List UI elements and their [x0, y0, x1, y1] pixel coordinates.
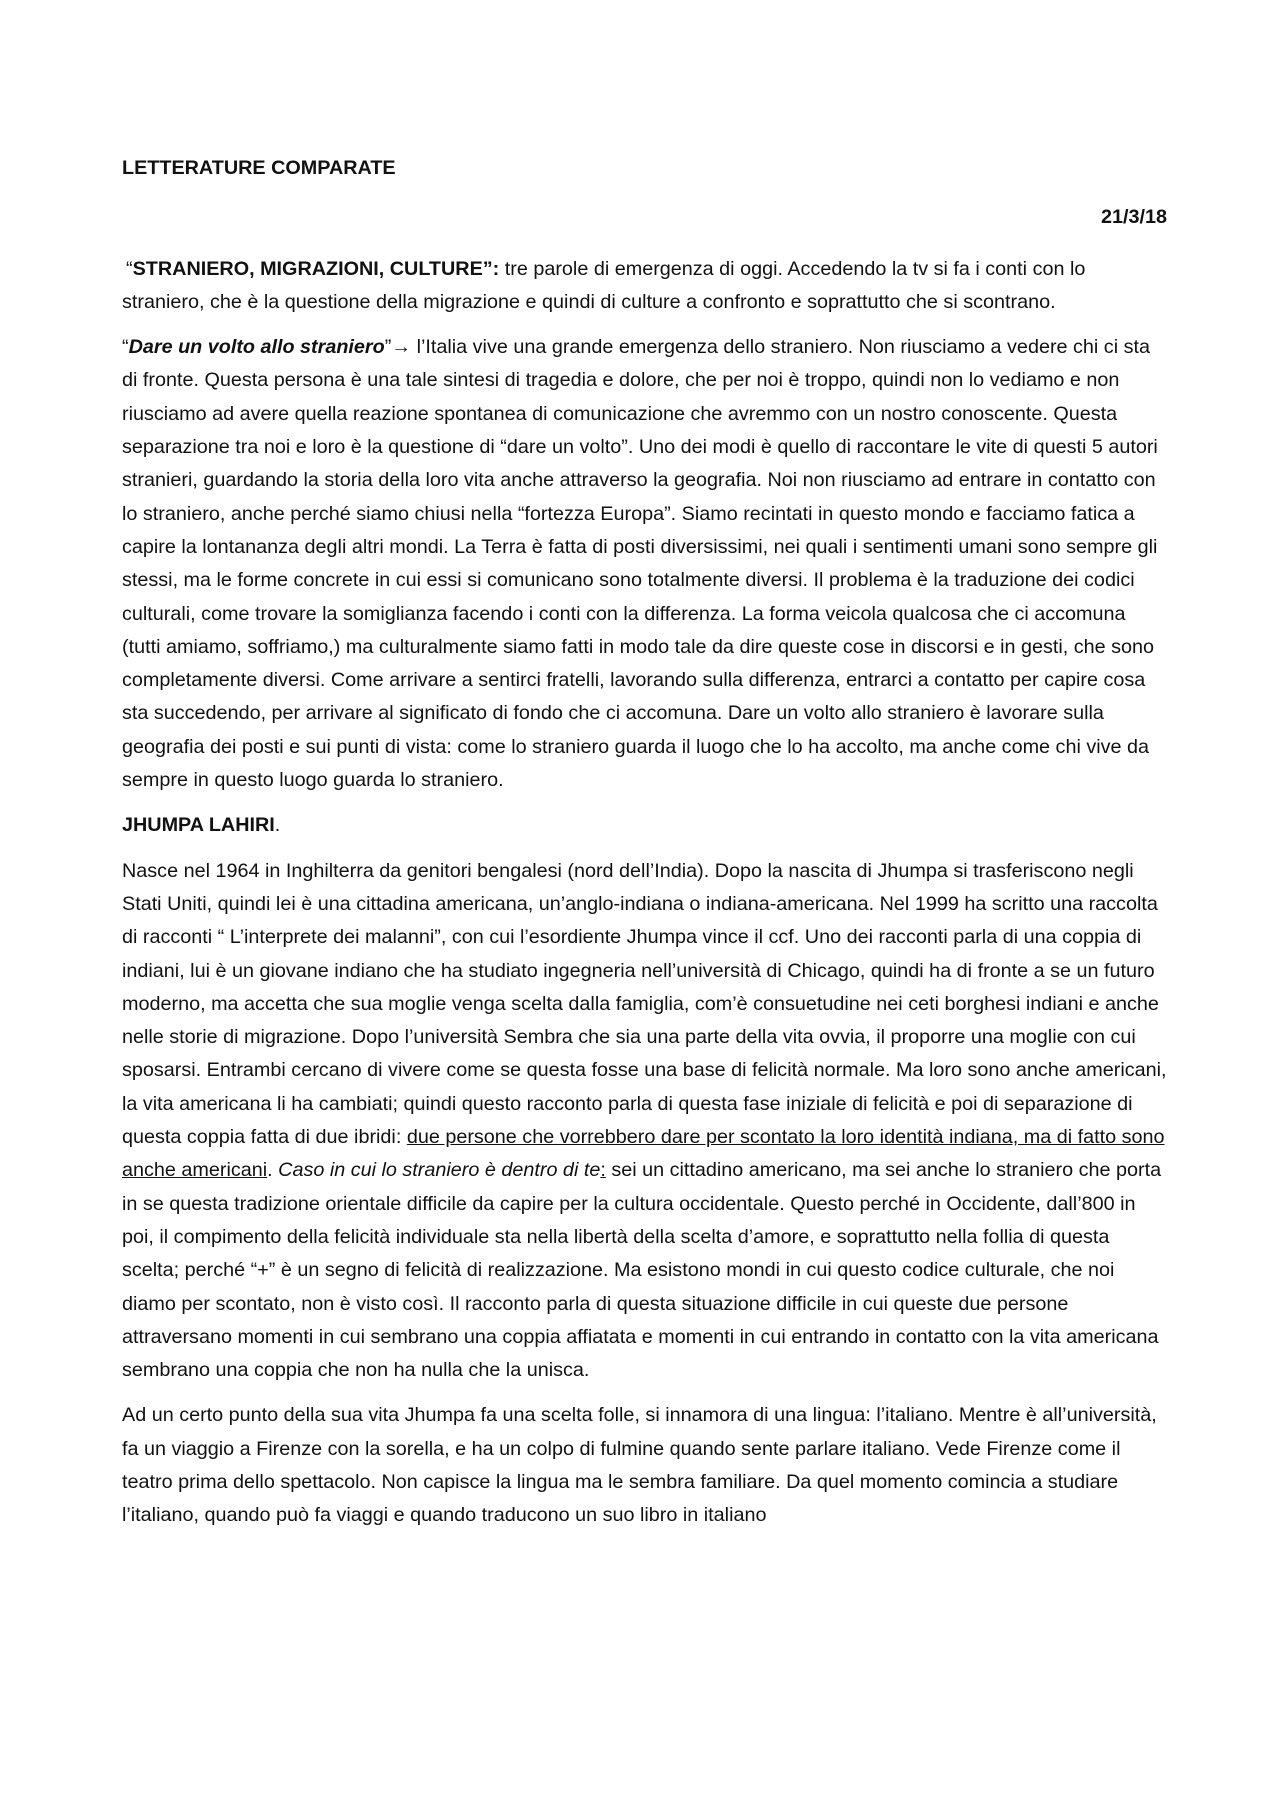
volto-paragraph [122, 331, 1167, 797]
lahiri-p1-text-b: . [267, 1159, 279, 1182]
lahiri-heading-text: JHUMPA LAHIRI [122, 814, 275, 837]
lahiri-paragraph-2: Ad un certo punto della sua vita Jhumpa fa una scelta folle, si innamora di una lingua: l’italiano. Mentre è all’università, fa un viaggio a Firenze con la sorella, e ha un colpo di fulmine quando sente parlare italiano. Vede Firenze come il teatro prima dello spettacolo. Non capisce la lingua ma le sembra familiare. Da quel momento comincia a studiare l’italiano, quando può fa viaggi e quando traducono un suo libro in italiano [122, 1404, 1157, 1527]
lahiri-paragraph-1 [122, 855, 1167, 1388]
lahiri-p1-text-c: sei un cittadino americano, ma sei anche lo straniero che porta in se questa tradizione orientale difficile da capire per la cultura occidentale. Questo perché in Occidente, dall’800 in poi, il compimento della felicità individuale sta nella libertà della scelta d’amore, e soprattutto nella follia di questa scelta; perché “+” è un segno di felicità di realizzazione. Ma esistono mondi in cui questo codice culturale, che noi diamo per scontato, non è visto così. Il racconto parla di questa situazione difficile in cui queste due persone attraversano momenti in cui sembrano una coppia affiatata e momenti in cui entrando in contatto con la vita americana sembrano una coppia che non ha nulla che la unisca. [122, 1159, 1162, 1382]
document-page [122, 152, 1167, 1545]
lahiri-heading-period: . [274, 814, 281, 837]
document-title: LETTERATURE COMPARATE [122, 157, 396, 179]
intro-text: tre parole di emergenza di oggi. Accedendo la tv si fa i conti con lo straniero, che è la questione della migrazione e quindi di culture a confronto e soprattutto che si scontrano. [122, 257, 1086, 313]
lahiri-p1-text-a: Nasce nel 1964 in Inghilterra da genitori bengalesi (nord dell’India). Dopo la nascita di Jhumpa si trasferiscono negli Stati Uniti, quindi lei è una cittadina americana, un’anglo-indiana o indiana-americana. Nel 1999 ha scritto una raccolta di racconti “ L’interprete dei malanni”, con cui l’esordiente Jhumpa vince il ccf. Uno dei racconti parla di una coppia di indiani, lui è un giovane indiano che ha studiato ingegneria nell’università di Chicago, quindi ha di fronte a se un futuro moderno, ma accetta che sua moglie venga scelta dalla famiglia, com’è consuetudine nei ceti borghesi indiani e anche nelle storie di migrazione. Dopo l’università Sembra che sia una parte della vita ovvia, il proporre una moglie con cui sposarsi. Entrambi cercano di vivere come se questa fosse una base di felicità normale. Ma loro sono anche americani, la vita americana li ha cambiati; quindi questo racconto parla di questa fase iniziale di felicità e poi di separazione di questa coppia fatta di due ibridi: [122, 859, 1167, 1149]
volto-lead-phrase: Dare un volto allo straniero [128, 336, 385, 359]
lahiri-p1-underlined: due persone che vorrebbero dare per scontato la loro identità indiana, ma di fatto sono anche americani [122, 1126, 1165, 1182]
volto-open-quote: “ [122, 336, 129, 359]
intro-open-quote: “ [126, 257, 133, 280]
intro-lead-keywords: STRANIERO, MIGRAZIONI, CULTURE”: [132, 257, 500, 280]
document-date: 21/3/18 [1101, 206, 1167, 229]
volto-text: l’Italia vive una grande emergenza dello straniero. Non riusciamo a vedere chi ci sta di fronte. Questa persona è una tale sintesi di tragedia e dolore, che per noi è troppo, quindi non lo vediamo e non riusciamo ad avere quella reazione spontanea di comunicazione che avremmo con un nostro conoscente. Questa separazione tra noi e loro è la questione di “dare un volto”. Uno dei modi è quello di raccontare le vite di questi 5 autori stranieri, guardando la storia della loro vita anche attraverso la geografia. Noi non riusciamo ad entrare in contatto con lo straniero, anche perché siamo chiusi nella “fortezza Europa”. Siamo recintati in questo mondo e facciamo fatica a capire la lontananza degli altri mondi. La Terra è fatta di posti diversissimi, nei quali i sentimenti umani sono sempre gli stessi, ma le forme concrete in cui essi si comunicano sono totalmente diversi. Il problema è la traduzione dei codici culturali, come trovare la somiglianza facendo i conti con la differenza. La forma veicola qualcosa che ci accomuna (tutti amiamo, soffriamo,) ma culturalmente siamo fatti in modo tale da dire queste cose in discorsi e in gesti, che sono completamente diversi. Come arrivare a sentirci fratelli, lavorando sulla differenza, entrarci a contatto per capire cosa sta succedendo, per arrivare al significato di fondo che ci accomuna. Dare un volto allo straniero è lavorare sulla geografia dei posti e sui punti di vista: come lo straniero guarda il luogo che lo ha accolto, ma anche come chi vive da sempre in questo luogo guarda lo straniero. [122, 336, 1158, 792]
lahiri-p1-colon: : [600, 1159, 606, 1182]
lahiri-p1-italic: Caso in cui lo straniero è dentro di te [278, 1159, 601, 1182]
intro-paragraph [122, 253, 1167, 320]
section-heading-lahiri [122, 809, 1167, 842]
volto-arrow: ”→ [384, 336, 417, 359]
